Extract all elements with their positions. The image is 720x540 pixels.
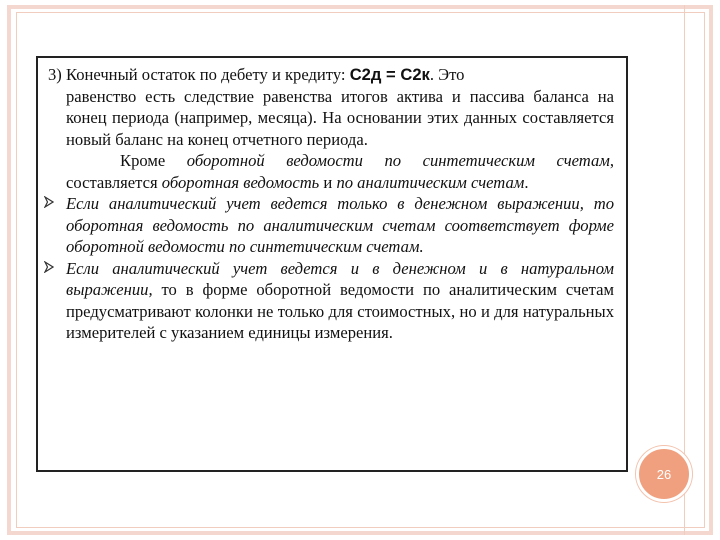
page-number: 26 (656, 466, 672, 482)
para2-italic-1: оборотной ведомости по синтетическим счетам (186, 151, 610, 170)
para2-italic-2: оборотная ведомость (161, 172, 320, 192)
balance-formula: С2д = С2к (349, 65, 430, 84)
page-number-badge (636, 446, 692, 502)
slide-content-box (36, 56, 628, 472)
bullet-2-italic-text: Если аналитический учет ведется и в денежном и в натуральном выражении, (66, 258, 614, 299)
item-3-continuation (48, 86, 614, 151)
bullet-2-plain-text: то в форме оборотной ведомости по аналитическим счетам предусматривают колонки не только для стоимостных, но и для натуральных измерителей с указанием единицы измерения. (66, 280, 614, 342)
bullet-item (48, 258, 614, 344)
bullet-1-text: Если аналитический учет ведется только в денежном выражении, то оборотная ведомость по аналитическим счетам соответствует форме оборотной ведомости по синтетическим счетам. (66, 194, 614, 256)
arrowhead-bullet-icon (44, 194, 56, 208)
item-3-prefix: 3) Конечный остаток по дебету и кредиту: (48, 65, 350, 84)
para2-mid2: и (319, 172, 337, 192)
para2-end: . (524, 172, 529, 192)
para2-italic-3: по аналитическим счетам (336, 172, 525, 192)
item-3-text-a: . Это (429, 65, 465, 84)
item-3-paragraph (48, 64, 614, 86)
arrowhead-bullet-icon (44, 259, 56, 273)
analytical-intro-paragraph (48, 150, 614, 193)
para2-mid: , составляется (66, 151, 614, 192)
bullet-item (48, 193, 614, 258)
item-3-text-b: равенство есть следствие равенства итогов актива и пассива баланса на конец периода (например, месяца). На основании этих данных составляется новый баланс на конец отчетного периода. (66, 86, 614, 149)
para2-start: Кроме (120, 151, 187, 170)
